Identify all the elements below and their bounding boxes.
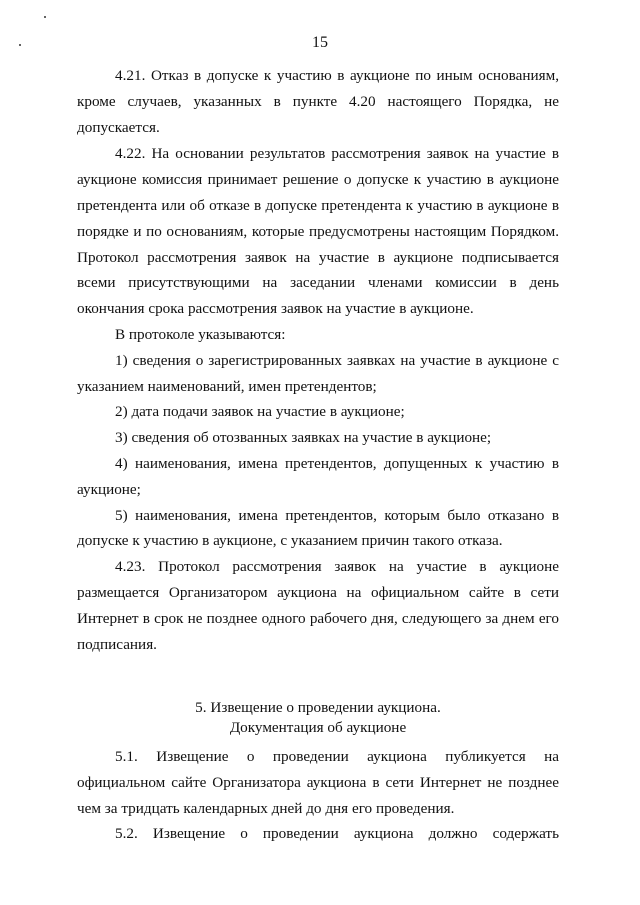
list-item-3: 3) сведения об отозванных заявках на участие в аукционе; <box>115 429 492 447</box>
paragraph-4-21: 4.21. Отказ в допуске к участию в аукционе по иным основаниям, кроме случаев, указанных в пункте 4.20 настоящего Порядка, не допускается. <box>77 67 559 136</box>
list-item-1: 1) сведения о зарегистрированных заявках на участие в аукционе с указанием наименований, имен претендентов; <box>77 351 559 395</box>
list-item-4: 4) наименования, имена претендентов, допущенных к участию в аукционе; <box>77 454 559 498</box>
section-heading-line-1: 5. Извещение о проведении аукциона. <box>195 699 441 716</box>
section-heading <box>77 698 559 738</box>
page-number: 15 <box>312 34 328 51</box>
section-heading-line-2: Документация об аукционе <box>229 719 407 736</box>
scan-speck <box>44 16 46 18</box>
paragraph-4-23: 4.23. Протокол рассмотрения заявок на участие в аукционе размещается Организатором аукциона на официальном сайте в сети Интернет в срок не позднее одного рабочего дня, следующего за днем его подписания. <box>77 558 559 653</box>
body-text-top <box>77 63 559 657</box>
body-text-bottom <box>77 744 559 847</box>
paragraph-5-2: 5.2. Извещение о проведении аукциона должно содержать <box>115 825 559 843</box>
list-item-2: 2) дата подачи заявок на участие в аукционе; <box>115 403 405 421</box>
paragraph-protocol-intro: В протоколе указываются: <box>115 325 286 343</box>
paragraph-4-22: 4.22. На основании результатов рассмотрения заявок на участие в аукционе комиссия принимает решение о допуске к участию в аукционе претендента или об отказе в допуске претендента к участию в аукционе в порядке и по основаниям, которые предусмотрены настоящим Порядком. Протокол рассмотрения заявок на участие в аукционе подписывается всеми присутствующими на заседании членами комиссии в день окончания срока рассмотрения заявок на участие в аукционе. <box>77 145 559 318</box>
paragraph-5-1: 5.1. Извещение о проведении аукциона публикуется на официальном сайте Организатора аукциона в сети Интернет не позднее чем за тридцать календарных дней до дня его проведения. <box>77 748 559 817</box>
list-item-5: 5) наименования, имена претендентов, которым было отказано в допуске к участию в аукционе, с указанием причин такого отказа. <box>77 506 559 550</box>
